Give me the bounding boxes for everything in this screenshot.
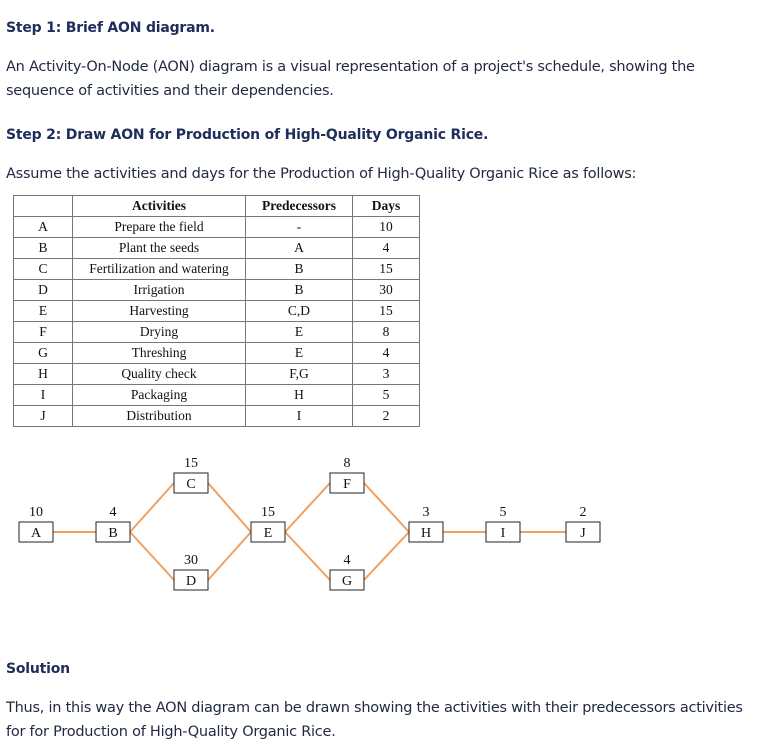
- node-label: H: [420, 526, 432, 541]
- node-days-label: 15: [261, 505, 275, 520]
- table-cell: -: [246, 217, 353, 238]
- edge-c-e: [208, 483, 251, 532]
- table-row: [14, 343, 420, 364]
- edge-b-d: [130, 532, 174, 580]
- table-cell: C: [14, 259, 73, 280]
- table-cell: 3: [353, 364, 420, 385]
- step1-text: An Activity-On-Node (AON) diagram is a visual representation of a project's schedule, showing the sequence of activities and their dependencies.: [6, 59, 695, 99]
- table-header-cell: [14, 196, 73, 217]
- solution-heading: Solution: [6, 661, 70, 677]
- node-label: I: [500, 526, 506, 541]
- node-days-label: 15: [184, 456, 198, 471]
- node-label: G: [341, 574, 353, 589]
- node-days-label: 4: [109, 505, 117, 520]
- table-cell: G: [14, 343, 73, 364]
- node-label: B: [108, 526, 118, 541]
- table-cell: E: [246, 343, 353, 364]
- node-j: [566, 505, 600, 542]
- solution-text: Thus, in this way the AON diagram can be drawn showing the activities with their predecessors activities for for Production of High-Quality Organic Rice.: [6, 700, 743, 740]
- node-label: C: [186, 477, 196, 492]
- table-cell: B: [246, 280, 353, 301]
- step1-heading: Step 1: Brief AON diagram.: [6, 20, 215, 36]
- node-e: [251, 505, 285, 542]
- table-row: [14, 406, 420, 427]
- table-cell: Harvesting: [73, 301, 246, 322]
- table-cell: 15: [353, 259, 420, 280]
- table-cell: E: [14, 301, 73, 322]
- table-cell: H: [246, 385, 353, 406]
- table-cell: 8: [353, 322, 420, 343]
- node-h: [409, 505, 443, 542]
- table-cell: C,D: [246, 301, 353, 322]
- table-cell: Plant the seeds: [73, 238, 246, 259]
- table-cell: 15: [353, 301, 420, 322]
- node-days-label: 3: [422, 505, 430, 520]
- table-cell: 10: [353, 217, 420, 238]
- table-row: [14, 301, 420, 322]
- table-row: [14, 364, 420, 385]
- table-cell: 30: [353, 280, 420, 301]
- table-cell: Distribution: [73, 406, 246, 427]
- table-cell: B: [14, 238, 73, 259]
- node-label: D: [185, 574, 197, 589]
- table-cell: J: [14, 406, 73, 427]
- table-cell: E: [246, 322, 353, 343]
- table-cell: Irrigation: [73, 280, 246, 301]
- node-days-label: 8: [343, 456, 351, 471]
- table-row: [14, 259, 420, 280]
- table-row: [14, 217, 420, 238]
- node-b: [96, 505, 130, 542]
- table-header-cell: Days: [353, 196, 420, 217]
- table-cell: 4: [353, 343, 420, 364]
- table-cell: Drying: [73, 322, 246, 343]
- table-row: [14, 238, 420, 259]
- edge-g-h: [364, 532, 409, 580]
- table-cell: Packaging: [73, 385, 246, 406]
- table-cell: D: [14, 280, 73, 301]
- node-days-label: 10: [29, 505, 43, 520]
- table-cell: Prepare the field: [73, 217, 246, 238]
- table-cell: I: [246, 406, 353, 427]
- table-cell: Fertilization and watering: [73, 259, 246, 280]
- edge-d-e: [208, 532, 251, 580]
- node-f: [330, 456, 364, 493]
- node-label: A: [30, 526, 42, 541]
- edge-f-h: [364, 483, 409, 532]
- edge-e-g: [285, 532, 330, 580]
- table-header-cell: Activities: [73, 196, 246, 217]
- node-g: [330, 553, 364, 590]
- node-label: J: [580, 526, 586, 541]
- table-cell: B: [246, 259, 353, 280]
- table-row: [14, 280, 420, 301]
- table-row: [14, 322, 420, 343]
- node-d: [174, 553, 208, 590]
- node-label: E: [263, 526, 273, 541]
- node-a: [19, 505, 53, 542]
- edge-e-f: [285, 483, 330, 532]
- table-cell: I: [14, 385, 73, 406]
- step2-heading: Step 2: Draw AON for Production of High-Quality Organic Rice.: [6, 127, 489, 143]
- node-c: [174, 456, 208, 493]
- node-days-label: 30: [184, 553, 198, 568]
- table-cell: Threshing: [73, 343, 246, 364]
- table-cell: H: [14, 364, 73, 385]
- aon-diagram: [0, 440, 759, 600]
- table-header-row: [14, 196, 420, 217]
- node-days-label: 4: [343, 553, 351, 568]
- table-header-cell: Predecessors: [246, 196, 353, 217]
- table-row: [14, 385, 420, 406]
- node-days-label: 2: [579, 505, 587, 520]
- table-cell: A: [14, 217, 73, 238]
- table-cell: 2: [353, 406, 420, 427]
- table-cell: 4: [353, 238, 420, 259]
- table-cell: F: [14, 322, 73, 343]
- table-cell: 5: [353, 385, 420, 406]
- node-label: F: [343, 477, 351, 492]
- table-cell: Quality check: [73, 364, 246, 385]
- table-cell: A: [246, 238, 353, 259]
- step2-intro: Assume the activities and days for the Production of High-Quality Organic Rice as follows:: [6, 166, 637, 182]
- node-days-label: 5: [499, 505, 507, 520]
- edge-b-c: [130, 483, 174, 532]
- table-cell: F,G: [246, 364, 353, 385]
- node-i: [486, 505, 520, 542]
- activities-table: [13, 195, 420, 427]
